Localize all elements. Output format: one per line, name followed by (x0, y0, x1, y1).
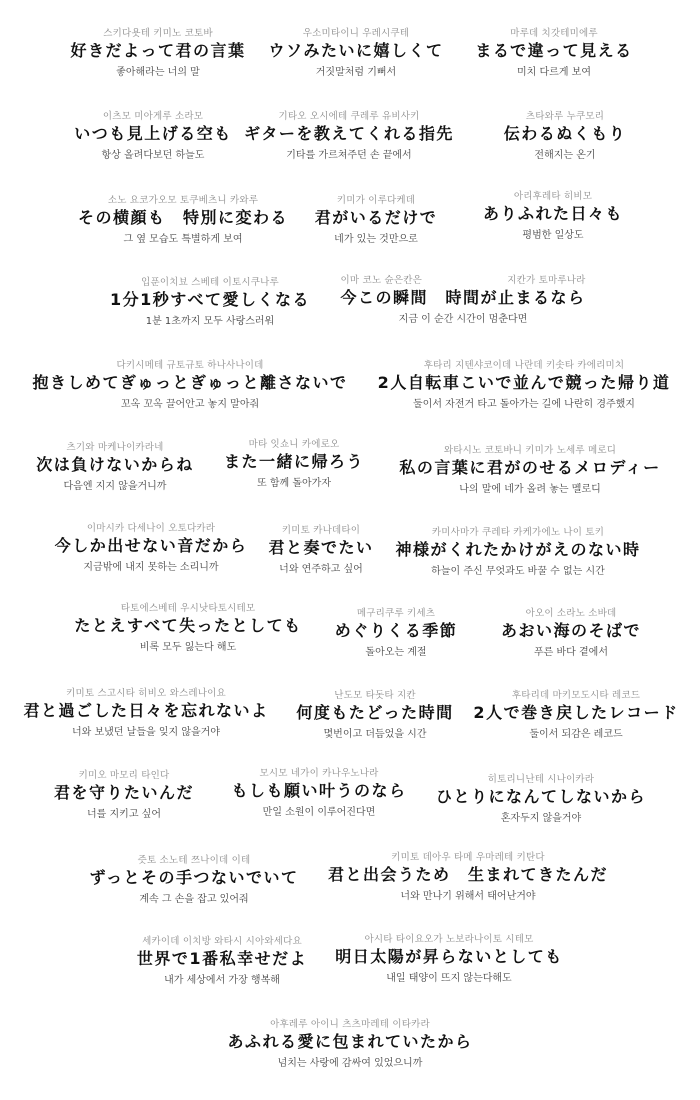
romanization: 후타리데 마키모도시타 레코드 (511, 690, 641, 701)
phrase-11 (340, 275, 585, 327)
korean-translation: 다음엔 지지 않을거니까 (63, 481, 167, 492)
romanization-2: 지칸가 토마루나라 (507, 275, 586, 286)
japanese-lyric: 君と過ごした日々を忘れないよ (23, 701, 269, 720)
korean-translation: 내일 태양이 뜨지 않는다해도 (386, 973, 512, 984)
japanese-lyric: 君と出会うため 生まれてきたんだ (327, 865, 609, 884)
phrase-30 (328, 852, 608, 904)
phrase-22 (501, 608, 641, 660)
korean-translation: 혼자두지 않을거야 (500, 813, 582, 824)
phrase-17 (55, 523, 248, 575)
japanese-lyric: 明日太陽が昇らないとしても (335, 947, 563, 966)
phrase-27 (231, 768, 406, 820)
japanese-lyric: 2人自転車こいで並んで競った帰り道 (377, 373, 671, 392)
japanese-lyric: まるで違って見える (475, 41, 633, 60)
romanization: 키미가 이루다케데 (336, 195, 416, 206)
japanese-lyric: あおい海のそばで (500, 621, 642, 640)
romanization: 다키시메테 규토규토 하나사나이데 (116, 360, 264, 371)
romanization: 메구리쿠루 키세츠 (356, 608, 436, 619)
phrase-10 (110, 277, 310, 329)
phrase-13 (378, 360, 671, 412)
romanization: 아시타 타이요오가 노보라나이토 시테모 (364, 934, 534, 945)
romanization: 이마시카 다세나이 오토다카라 (86, 523, 216, 534)
romanization: 소노 요코가오모 토쿠베츠니 카와루 (107, 195, 259, 206)
korean-translation: 좋아해라는 너의 말 (116, 67, 200, 78)
japanese-lyric: ひとりになんてしないから (435, 787, 647, 806)
romanization: 모시모 네가이 카나우노나라 (259, 768, 379, 779)
phrase-20 (74, 603, 301, 655)
romanization: 키미토 스고시타 히비오 와스레나이요 (66, 688, 226, 699)
romanization: 키미토 카나데타이 (281, 525, 361, 536)
korean-translation: 내가 세상에서 가장 행복해 (164, 975, 280, 986)
korean-translation: 둘이서 자전거 타고 돌아가는 길에 나란히 경주했지 (413, 399, 635, 410)
korean-translation: 그 옆 모습도 특별하게 보여 (123, 234, 243, 245)
romanization: 아리후레타 히비모 (513, 191, 593, 202)
phrase-23 (23, 688, 268, 740)
phrase-32 (335, 934, 563, 986)
romanization: 즛토 소노테 쯔나이데 이테 (137, 855, 251, 866)
korean-translation: 지금 이 순간 시간이 멈춘다면 (398, 314, 528, 325)
korean-translation: 너와 연주하고 싶어 (279, 564, 363, 575)
romanization: 이츠모 미아게루 소라모 (102, 111, 204, 122)
romanization: 난도모 타돗타 지칸 (334, 690, 416, 701)
phrase-5 (244, 111, 454, 163)
japanese-lyric: 私の言葉に君がのせるメロディー (399, 458, 661, 477)
japanese-lyric: 伝わるぬくもり (503, 124, 627, 143)
korean-translation: 또 함께 돌아가자 (257, 478, 331, 489)
phrase-26 (54, 770, 194, 822)
romanization: 마루데 치갓테미에루 (510, 28, 598, 39)
japanese-lyric: 今しか出せない音だから (54, 536, 248, 555)
korean-translation: 너와 보냈던 날들을 잊지 않을거야 (72, 727, 220, 738)
romanization: 마타 잇쇼니 카에로오 (248, 439, 340, 450)
romanization: 아오이 소라노 소바데 (525, 608, 617, 619)
japanese-lyric: また一緒に帰ろう (223, 452, 365, 471)
phrase-19 (395, 527, 640, 579)
korean-translation: 1분 1초까지 모두 사랑스러워 (145, 316, 275, 327)
japanese-lyric: 好きだよって君の言葉 (70, 41, 246, 60)
korean-translation: 미치 다르게 보여 (517, 67, 591, 78)
korean-translation: 몇번이고 더듬었을 시간 (323, 729, 427, 740)
korean-translation: 만일 소원이 이루어진다면 (262, 807, 376, 818)
japanese-lyric: 神様がくれたかけがえのない時 (395, 540, 641, 559)
japanese-lyric: その横顔も 特別に変わる (77, 208, 289, 227)
korean-translation: 거짓말처럼 기뻐서 (315, 67, 397, 78)
japanese-lyric: 2人で巻き戻したレコード (473, 703, 679, 722)
japanese-lyric: ずっとその手つないでいて (89, 868, 299, 887)
phrase-7 (78, 195, 288, 247)
romanization: 기타오 오시에테 쿠레루 유비사키 (278, 111, 420, 122)
phrase-4 (74, 111, 232, 163)
phrase-25 (473, 690, 678, 742)
japanese-lyric: 君がいるだけで (314, 208, 438, 227)
romanization: 이마 코노 슌은칸은 (340, 275, 422, 286)
romanization: 타토에스베테 우시낫타토시테모 (120, 603, 256, 614)
phrase-24 (296, 690, 453, 742)
phrase-14 (36, 442, 194, 494)
korean-translation: 지금밖에 내지 못하는 소리니까 (83, 562, 219, 573)
korean-translation: 네가 있는 것만으로 (334, 234, 418, 245)
phrase-6 (504, 111, 627, 163)
korean-translation: 나의 말에 네가 올려 놓는 멜로디 (459, 484, 601, 495)
phrase-1 (70, 28, 245, 80)
phrase-2 (268, 28, 443, 80)
romanization: 세카이데 이치방 와타시 시아와세다요 (142, 936, 302, 947)
romanization: 입푼이치뵤 스베테 이토시쿠나루 (141, 277, 279, 288)
romanization: 우소미타이니 우레시쿠테 (302, 28, 410, 39)
korean-translation: 하늘이 주신 무엇과도 바꿀 수 없는 시간 (431, 566, 605, 577)
japanese-lyric: ウソみたいに嬉しくて (268, 41, 444, 60)
romanization: 츠기와 마케나이카라네 (66, 442, 164, 453)
japanese-lyric: たとえすべて失ったとしても (74, 616, 302, 635)
romanization: 히토리니난테 시나이카라 (487, 774, 595, 785)
romanization: 키미오 마모리 타인다 (78, 770, 170, 781)
korean-translation: 꼬옥 꼬옥 끌어안고 놓지 말아줘 (120, 399, 260, 410)
phrase-15 (224, 439, 364, 491)
korean-translation: 넘치는 사랑에 감싸여 있었으니까 (277, 1058, 423, 1069)
japanese-lyric: 1分1秒すべて愛しくなる (110, 290, 310, 309)
japanese-lyric: めぐりくる季節 (334, 621, 458, 640)
romanization: 카미사마가 쿠레타 카케가에노 나이 토키 (431, 527, 605, 538)
phrase-29 (89, 855, 298, 907)
korean-translation: 비록 모두 잃는다 해도 (139, 642, 237, 653)
phrase-18 (268, 525, 373, 577)
korean-translation: 전해지는 온기 (534, 150, 596, 161)
japanese-lyric: 今この瞬間 時間が止まるなら (340, 288, 586, 307)
japanese-lyric: もしも願い叶うのなら (231, 781, 407, 800)
romanization: 아후레루 아이니 츠츠마레테 이타카라 (270, 1019, 430, 1030)
japanese-lyric: 何度もたどった時間 (296, 703, 454, 722)
japanese-lyric: ギターを教えてくれる指先 (244, 124, 454, 143)
romanization: 와타시노 코토바니 키미가 노세루 메로디 (443, 445, 617, 456)
phrase-16 (399, 445, 660, 497)
romanization: 츠타와루 누쿠모리 (525, 111, 605, 122)
phrase-28 (436, 774, 646, 826)
korean-translation: 둘이서 되감은 레코드 (529, 729, 623, 740)
japanese-lyric: 次は負けないからね (36, 455, 194, 474)
phrase-33 (227, 1019, 472, 1071)
romanization: 스키다욧테 키미노 코토바 (103, 28, 213, 39)
korean-translation: 푸른 바다 곁에서 (534, 647, 608, 658)
korean-translation: 계속 그 손을 잡고 있어줘 (139, 894, 249, 905)
romanization: 후타리 지텐샤코이데 나란데 키솟타 카에리미치 (423, 360, 625, 371)
korean-translation: 평범한 일상도 (522, 230, 584, 241)
phrase-8 (315, 195, 438, 247)
phrase-12 (32, 360, 347, 412)
romanization: 키미토 데아우 타메 우마레테 키탄다 (391, 852, 545, 863)
korean-translation: 항상 올려다보던 하늘도 (101, 150, 205, 161)
japanese-lyric: いつも見上げる空も (74, 124, 232, 143)
japanese-lyric: ありふれた日々も (482, 204, 624, 223)
japanese-lyric: 君と奏でたい (268, 538, 374, 557)
korean-translation: 너와 만나기 위해서 태어난거야 (400, 891, 536, 902)
korean-translation: 너를 지키고 싶어 (87, 809, 161, 820)
phrase-21 (335, 608, 458, 660)
korean-translation: 기타를 가르쳐주던 손 끝에서 (286, 150, 412, 161)
phrase-9 (483, 191, 623, 243)
japanese-lyric: 世界で1番私幸せだよ (136, 949, 308, 968)
korean-translation: 돌아오는 계절 (365, 647, 427, 658)
phrase-31 (137, 936, 307, 988)
japanese-lyric: 君を守りたいんだ (53, 783, 195, 802)
japanese-lyric: あふれる愛に包まれていたから (227, 1032, 473, 1051)
phrase-3 (475, 28, 632, 80)
japanese-lyric: 抱きしめてぎゅっとぎゅっと離さないで (32, 373, 348, 392)
